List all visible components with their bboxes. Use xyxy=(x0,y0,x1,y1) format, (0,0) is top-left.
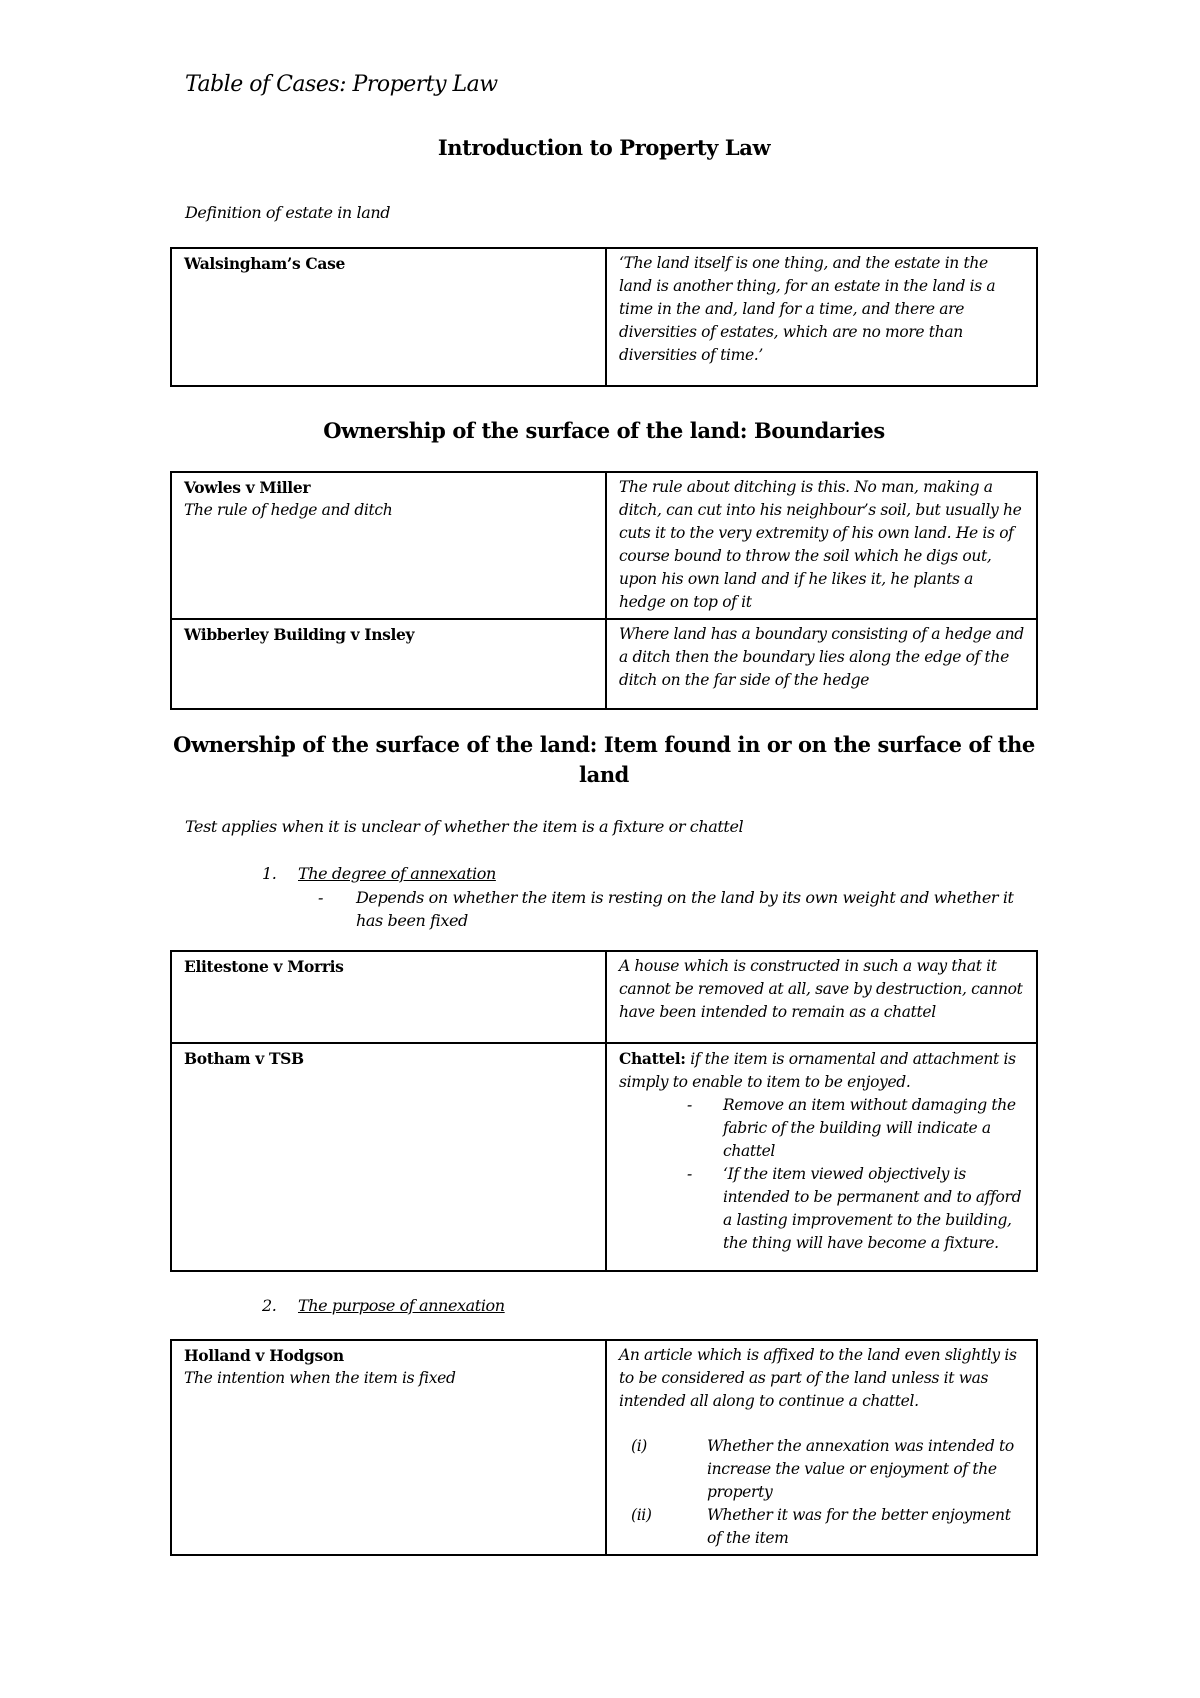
table-row xyxy=(171,248,1037,386)
case-principle: A house which is constructed in such a way that it cannot be removed at all, save by destruction, cannot have been intended to remain as a chattel xyxy=(619,957,1023,1021)
case-cell xyxy=(171,1043,606,1271)
chattel-bullet-list xyxy=(619,1094,1024,1255)
case-principle-cell xyxy=(606,472,1037,619)
case-principle-cell xyxy=(606,1340,1037,1555)
list-item xyxy=(619,1435,1024,1504)
dash-bullet: - xyxy=(318,888,324,907)
table-row xyxy=(171,1043,1037,1271)
section-note-estate-definition: Definition of estate in land xyxy=(185,203,391,222)
case-principle: The rule about ditching is this. No man, making a ditch, can cut into his neighbour’s soil, but usually he cuts it to the very extremity of his own land. He is of course bound to throw the soil which he digs out, upon his own land and if he likes it, he plants a hedge on top of it xyxy=(619,478,1022,611)
table-row xyxy=(171,951,1037,1043)
section-heading-introduction: Introduction to Property Law xyxy=(437,135,771,160)
case-table-boundaries xyxy=(170,471,1038,710)
case-table-introduction xyxy=(170,247,1038,387)
case-principle: ‘The land itself is one thing, and the estate in the land is another thing, for an estate in the land is a time in the and, land for a time, and there are diversities of estates, which are no more than diversities of time.’ xyxy=(619,254,996,364)
dash-point-annexation xyxy=(318,886,1042,932)
section-heading-line: Ownership of the surface of the land: Item found in or on the surface of the xyxy=(173,732,1035,757)
roman-numeral: (i) xyxy=(631,1437,648,1455)
item-number: 1. xyxy=(262,864,277,883)
section-heading-line: land xyxy=(579,762,629,787)
case-cell xyxy=(171,472,606,619)
section-heading-boundaries: Ownership of the surface of the land: Boundaries xyxy=(323,418,885,443)
roman-numeral-list xyxy=(619,1435,1024,1550)
section-note-fixture-test: Test applies when it is unclear of whether the item is a fixture or chattel xyxy=(185,817,744,836)
chattel-definition: if the item is ornamental and attachment is simply to enable to item to be enjoyed. xyxy=(619,1050,1016,1091)
roman-numeral: (ii) xyxy=(631,1506,652,1524)
list-item-text: ‘If the item viewed objectively is intended to be permanent and to afford a lasting improvement to the building, the thing will have become a fixture. xyxy=(723,1165,1022,1252)
case-table-degree-of-annexation xyxy=(170,950,1038,1272)
case-cell xyxy=(171,1340,606,1555)
chattel-label: Chattel: xyxy=(619,1049,686,1068)
case-principle-cell xyxy=(606,619,1037,709)
list-item xyxy=(619,1504,1024,1550)
list-item: - Remove an item without damaging the fabric of the building will indicate a chattel xyxy=(687,1096,1016,1160)
table-row xyxy=(171,472,1037,619)
document-header-title: Table of Cases: Property Law xyxy=(185,72,498,97)
case-principle: Where land has a boundary consisting of a hedge and a ditch then the boundary lies along the edge of the ditch on the far side of the hedge xyxy=(619,625,1024,689)
case-name: Botham v TSB xyxy=(184,1049,304,1068)
case-name: Elitestone v Morris xyxy=(184,957,344,976)
case-name: Walsingham’s Case xyxy=(184,254,345,273)
list-item-text: Remove an item without damaging the fabric of the building will indicate a chattel xyxy=(723,1096,1016,1160)
case-cell xyxy=(171,619,606,709)
list-item-text: Whether it was for the better enjoyment of the item xyxy=(707,1506,1011,1547)
table-row xyxy=(171,1340,1037,1555)
case-name: Holland v Hodgson xyxy=(184,1346,344,1365)
section-heading-items-found xyxy=(170,730,1038,790)
list-item-text: Whether the annexation was intended to increase the value or enjoyment of the property xyxy=(707,1437,1014,1501)
item-number: 2. xyxy=(262,1296,277,1315)
numbered-item-purpose-of-annexation xyxy=(262,1296,505,1315)
item-label: The purpose of annexation xyxy=(298,1296,505,1315)
item-label: The degree of annexation xyxy=(298,864,496,883)
case-subtitle: The intention when the item is fixed xyxy=(184,1369,456,1387)
case-subtitle: The rule of hedge and ditch xyxy=(184,501,393,519)
case-cell xyxy=(171,248,606,386)
case-principle-cell xyxy=(606,1043,1037,1271)
case-table-purpose-of-annexation xyxy=(170,1339,1038,1556)
case-principle-cell xyxy=(606,248,1037,386)
case-name: Vowles v Miller xyxy=(184,478,311,497)
dash-point-text: Depends on whether the item is resting on the land by its own weight and whether it has been fixed xyxy=(356,888,1014,930)
case-principle: An article which is affixed to the land even slightly is to be considered as part of the land unless it was intended all along to continue a chattel. xyxy=(619,1346,1017,1410)
table-row xyxy=(171,619,1037,709)
case-name: Wibberley Building v Insley xyxy=(184,625,415,644)
numbered-item-degree-of-annexation xyxy=(262,864,496,883)
case-cell xyxy=(171,951,606,1043)
list-item: - ‘If the item viewed objectively is intended to be permanent and to afford a lasting improvement to the building, the thing will have become a fixture. xyxy=(687,1165,1022,1252)
case-principle-cell xyxy=(606,951,1037,1043)
